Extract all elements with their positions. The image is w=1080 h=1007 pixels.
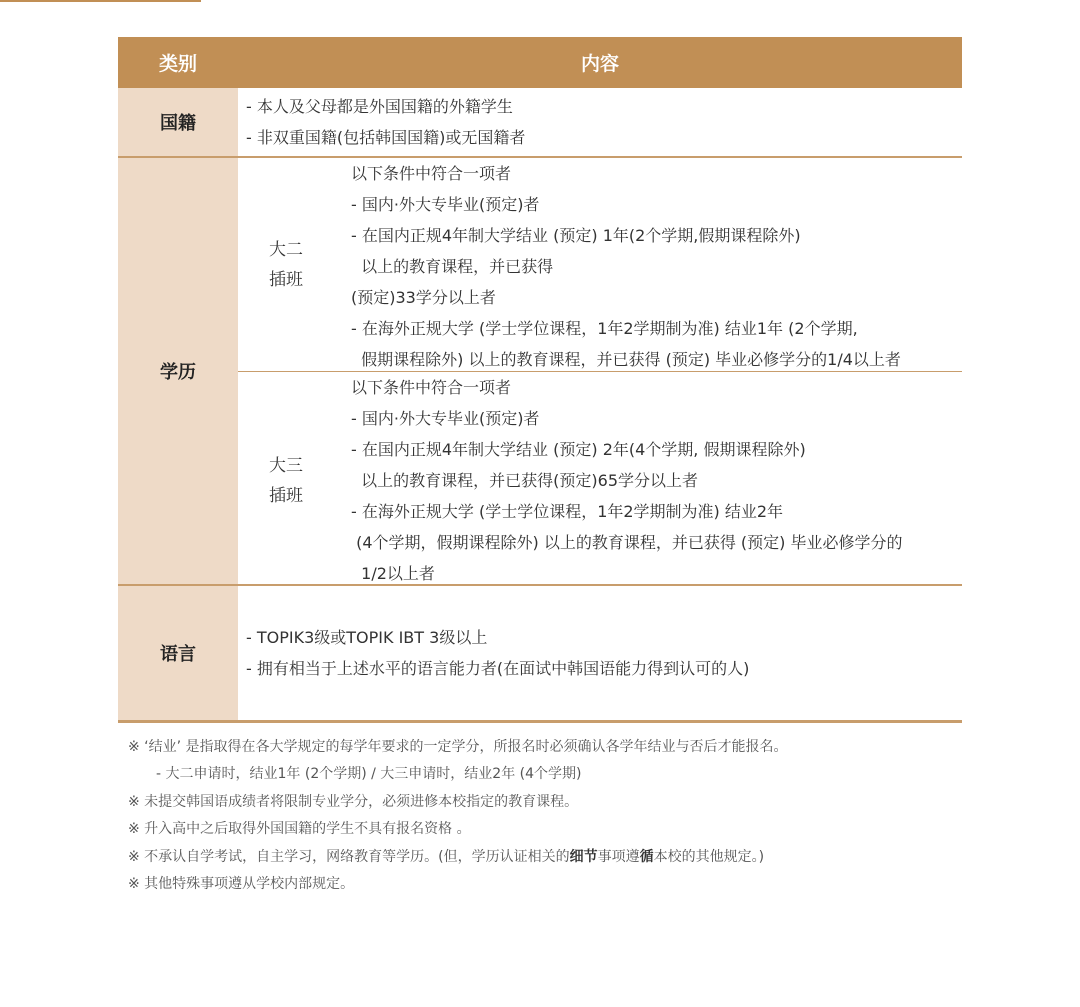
note-emphasis: 细节 bbox=[569, 848, 598, 865]
condition-line: - 在海外正规大学 (学士学位课程，1年2学期制为准) 结业2年 bbox=[351, 502, 784, 521]
language-line: - TOPIK3级或TOPIK IBT 3级以上 bbox=[246, 628, 488, 647]
table-header bbox=[118, 37, 962, 88]
nationality-content bbox=[238, 88, 962, 156]
education-content bbox=[238, 158, 962, 584]
language-line: - 拥有相当于上述水平的语言能力者(在面试中韩国语能力得到认可的人) bbox=[246, 659, 750, 678]
condition-line: - 在国内正规4年制大学结业 (预定) 1年(2个学期,假期课程除外) bbox=[351, 226, 801, 245]
condition-line: (预定)33学分以上者 bbox=[351, 288, 496, 307]
note-emphasis: 循 bbox=[639, 848, 654, 865]
condition-line: 1/2以上者 bbox=[351, 564, 435, 583]
notes-section bbox=[128, 734, 788, 898]
junior-transfer bbox=[238, 372, 962, 589]
note-item bbox=[128, 844, 788, 871]
note-item: ※ 其他特殊事项遵从学校内部规定。 bbox=[128, 876, 355, 893]
junior-label bbox=[238, 372, 344, 589]
header-category: 类别 bbox=[158, 53, 197, 75]
sophomore-transfer bbox=[238, 158, 962, 372]
junior-label-line: 插班 bbox=[269, 485, 303, 506]
sophomore-label-line: 插班 bbox=[269, 269, 303, 290]
top-accent-rule bbox=[0, 0, 201, 2]
row-language bbox=[118, 586, 962, 723]
nationality-line: - 非双重国籍(包括韩国国籍)或无国籍者 bbox=[246, 128, 526, 147]
eligibility-table bbox=[118, 37, 962, 723]
row-education bbox=[118, 158, 962, 586]
note-text: ※ 不承认自学考试，自主学习，网络教育等学历。(但，学历认证相关的 bbox=[128, 848, 570, 865]
nationality-line: - 本人及父母都是外国国籍的外籍学生 bbox=[246, 97, 513, 116]
condition-line: 假期课程除外) 以上的教育课程，并已获得 (预定) 毕业必修学分的1/4以上者 bbox=[351, 350, 901, 369]
note-item: ※ 升入高中之后取得外国国籍的学生不具有报名资格 。 bbox=[128, 821, 471, 838]
category-language: 语言 bbox=[118, 586, 238, 720]
row-nationality bbox=[118, 88, 962, 158]
sophomore-conditions bbox=[344, 158, 962, 371]
condition-line: 以上的教育课程，并已获得 bbox=[351, 257, 554, 276]
header-content: 内容 bbox=[580, 53, 619, 75]
sophomore-label bbox=[238, 158, 344, 371]
language-content bbox=[238, 586, 962, 720]
condition-line: 以下条件中符合一项者 bbox=[351, 378, 512, 397]
note-text: 事项遵 bbox=[597, 848, 640, 865]
condition-line: 以上的教育课程，并已获得(预定)65学分以上者 bbox=[351, 471, 699, 490]
condition-line: - 国内·外大专毕业(预定)者 bbox=[351, 195, 540, 214]
note-text: 本校的其他规定。) bbox=[653, 848, 765, 865]
condition-line: - 国内·外大专毕业(预定)者 bbox=[351, 409, 540, 428]
condition-line: (4个学期，假期课程除外) 以上的教育课程，并已获得 (预定) 毕业必修学分的 bbox=[351, 533, 903, 552]
note-subitem: - 大二申请时，结业1年 (2个学期) / 大三申请时，结业2年 (4个学期) bbox=[156, 766, 582, 783]
junior-conditions bbox=[344, 372, 962, 589]
condition-line: 以下条件中符合一项者 bbox=[351, 164, 512, 183]
sophomore-label-line: 大二 bbox=[269, 239, 303, 260]
category-education: 学历 bbox=[118, 158, 238, 584]
note-item: ※ 未提交韩国语成绩者将限制专业学分，必须进修本校指定的教育课程。 bbox=[128, 793, 579, 810]
note-item: ※ ‘结业’ 是指取得在各大学规定的每学年要求的一定学分，所报名时必须确认各学年结业与否后才能报名。 bbox=[128, 739, 788, 755]
condition-line: - 在国内正规4年制大学结业 (预定) 2年(4个学期, 假期课程除外) bbox=[351, 440, 806, 459]
junior-label-line: 大三 bbox=[269, 455, 303, 476]
category-nationality: 国籍 bbox=[118, 88, 238, 156]
condition-line: - 在海外正规大学 (学士学位课程，1年2学期制为准) 结业1年 (2个学期, bbox=[351, 319, 858, 338]
